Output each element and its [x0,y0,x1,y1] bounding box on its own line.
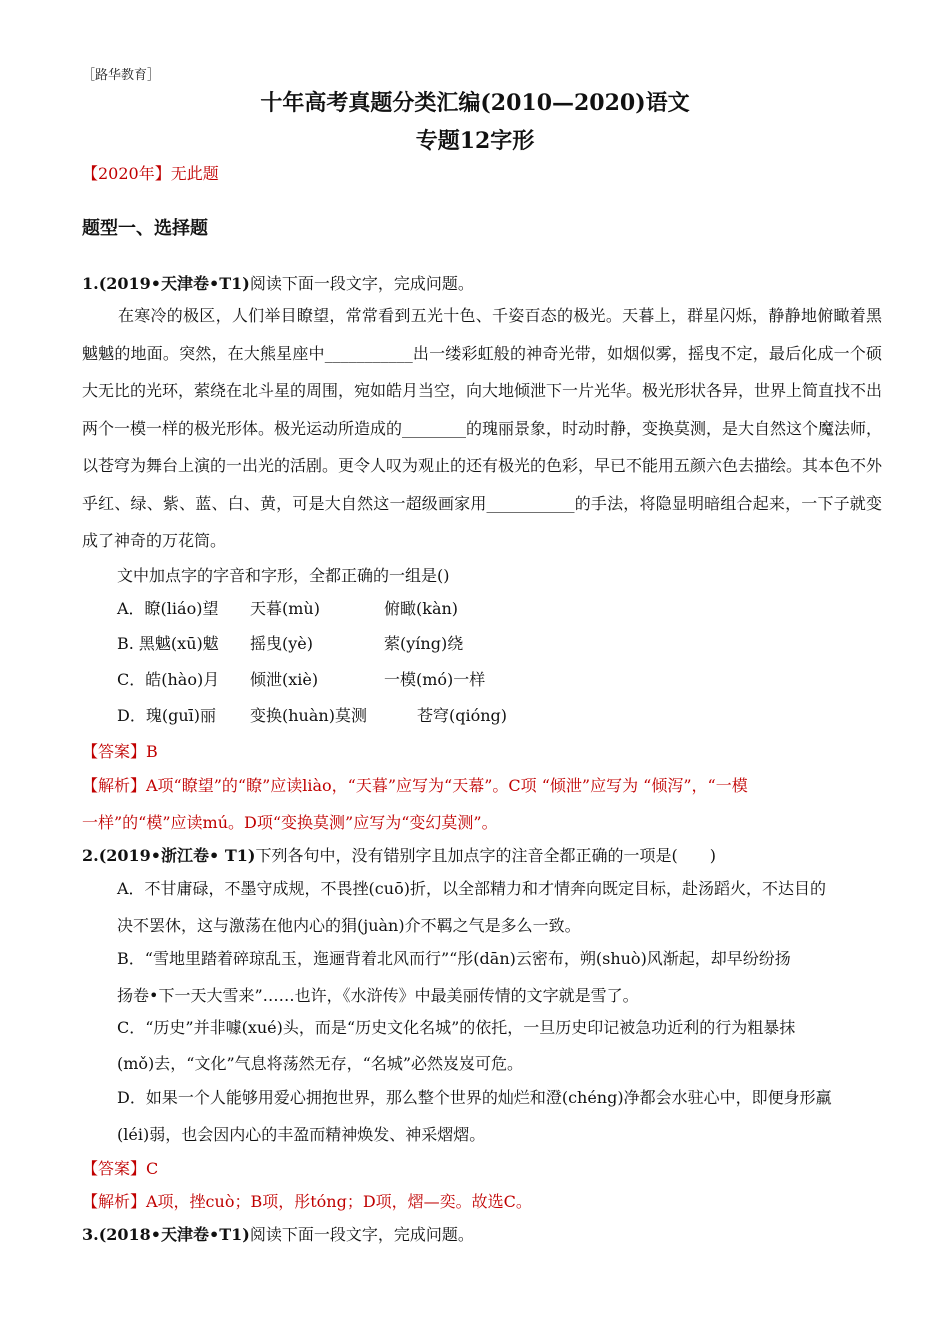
option-a-3: 俯瞰(kàn) [384,599,459,618]
question-2-line-3: B．“雪地里踏着碎琼乱玉，迤逦背着北风而行”“彤(dān)云密布，朔(shuò)风渐起，却早纷纷扬 [117,949,791,968]
option-c-1: C．皓(hào)月 [117,670,220,689]
question-2-header [82,845,716,867]
option-d-2: 变换(huàn)莫测 [250,706,367,725]
option-d-1: D．瑰(guī)丽 [117,706,216,725]
question-1-header [82,273,474,295]
brand-header: ［路华教育］ [82,68,161,83]
question-3-header [82,1224,474,1246]
question-2-line-4: 扬卷•下一天大雪来”……也许，《水浒传》中最美丽传情的文字就是雪了。 [117,986,639,1005]
question-2-line-6: (mǒ)去，“文化”气息将荡然无存，“名城”必然岌岌可危。 [117,1054,524,1073]
question-2-line-1: A．不甘庸碌，不墨守成规，不畏挫(cuō)折，以全部精力和才情奔向既定目标，赴汤蹈火，不达目的 [117,879,826,898]
option-b-1: B. 黑魆(xū)魃 [117,634,219,653]
question-2-line-7: D．如果一个人能够用爱心拥抱世界，那么整个世界的灿烂和澄(chéng)净都会水驻心中，即便身形羸 [117,1088,832,1107]
year-note: 【2020年】无此题 [82,164,219,183]
option-d-3: 苍穹(qióng) [417,706,508,725]
question-3-prompt: 阅读下面一段文字，完成问题。 [249,1225,474,1244]
option-c-2: 倾泄(xiè) [250,670,319,689]
question-3-source: 3.(2018•天津卷•T1) [82,1225,250,1244]
question-2-prompt: 下列各句中，没有错别字且加点字的注音全都正确的一项是( ) [255,846,716,865]
option-a-1: A．瞭(liáo)望 [117,599,219,618]
section-heading: 题型一、选择题 [82,218,208,239]
question-1-source: 1.(2019•天津卷•T1) [82,274,250,293]
option-b-2: 摇曳(yè) [250,634,313,653]
question-2-answer: 【答案】C [82,1159,159,1178]
option-a-2: 天暮(mù) [250,599,320,618]
question-1-answer: 【答案】B [82,742,158,761]
question-1-analysis-line-1: 【解析】A项“瞭望”的“瞭”应读liào，“天暮”应写为“天幕”。C项 “倾泄”应写为 “倾泻”，“一模 [82,776,748,795]
question-2-line-8: (léi)弱，也会因内心的丰盈而精神焕发、神采熠熠。 [117,1125,486,1144]
question-2-analysis: 【解析】A项，挫cuò；B项，彤tóng；D项，熠—奕。故选C。 [82,1192,532,1211]
question-1-analysis-line-2: 一样”的“模”应读mú。D项“变换莫测”应写为“变幻莫测”。 [82,813,498,832]
passage-text: 在寒冷的极区，人们举目瞭望，常常看到五光十色、千姿百态的极光。天暮上，群星闪烁，静静地俯瞰着黑魆魆的地面。突然，在大熊星座中___________出一缕彩虹般的神奇光带，如烟似雾，摇曳不定，最后化成一个硕大无比的光环，萦绕在北斗星的周围，宛如皓月当空，向大地倾泄下一片光华。极光形状各异，世界上简直找不出两个一模一样的极光形体。极光运动所造成的________的瑰丽景象，时动时静，变换莫测，是大自然这个魔法师，以苍穹为舞台上演的一出光的活剧。更令人叹为观止的还有极光的色彩，早已不能用五颜六色去描绘。其本色不外乎红、绿、紫、蓝、白、黄，可是大自然这一超级画家用___________的手法，将隐显明暗组合起来，一下子就变成了神奇的万花筒。 [82,306,883,550]
question-2-line-5: C．“历史”并非噱(xué)头，而是“历史文化名城”的依托，一旦历史印记被急功近利的行为粗暴抹 [117,1018,796,1037]
question-1-prompt: 阅读下面一段文字，完成问题。 [249,274,474,293]
document-title: 十年高考真题分类汇编(2010—2020)语文 [260,90,690,116]
question-2-source: 2.(2019•浙江卷• T1) [82,846,256,865]
question-2-line-2: 决不罢休，这与激荡在他内心的狷(juàn)介不羁之气是多么一致。 [117,916,581,935]
question-1-passage [82,297,882,560]
question-1-stem: 文中加点字的字音和字形，全都正确的一组是() [117,566,450,585]
option-c-3: 一模(mó)一样 [384,670,486,689]
document-subtitle: 专题12字形 [415,128,535,154]
option-b-3: 萦(yíng)绕 [384,634,464,653]
